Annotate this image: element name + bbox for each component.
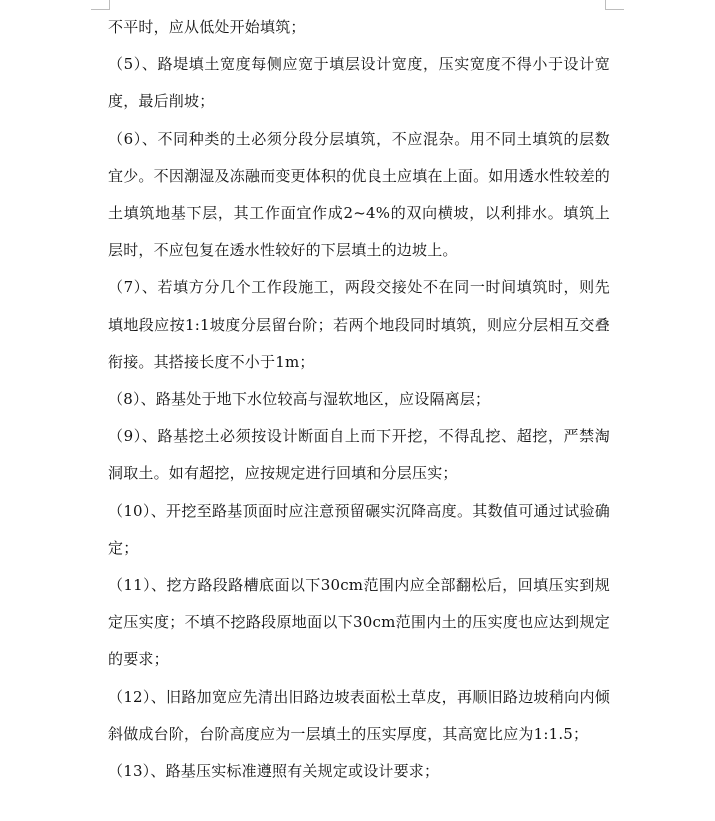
paragraph-item-10: （10）、开挖至路基顶面时应注意预留碾实沉降高度。其数值可通过试验确定； (108, 501, 610, 557)
paragraph-item-5: （5）、路堤填土宽度每侧应宽于填层设计宽度，压实宽度不得小于设计宽度，最后削坡； (108, 55, 610, 111)
paragraph-item-6: （6）、不同种类的土必须分段分层填筑，不应混杂。用不同土填筑的层数宜少。不因潮湿及冻融而变更体积的优良土应填在上面。如用透水性较差的土填筑地基下层，其工作面宜作成2~4%的双向横坡，以利排水。填筑上层时，不应包复在透水性较好的下层填土的边坡上。 (108, 129, 610, 260)
paragraph-item-11: （11）、挖方路段路槽底面以下30cm范围内应全部翻松后，回填压实到规定压实度；不填不挖路段原地面以下30cm范围内土的压实度也应达到规定的要求； (108, 576, 610, 669)
document-body (108, 9, 610, 790)
paragraph-item-12: （12）、旧路加宽应先清出旧路边坡表面松土草皮，再顺旧路边坡稍向内倾斜做成台阶，台阶高度应为一层填土的压实厚度，其高宽比应为1:1.5； (108, 687, 610, 743)
paragraph-continuation: 不平时，应从低处开始填筑； (108, 18, 306, 36)
paragraph-item-8: （8）、路基处于地下水位较高与湿软地区，应设隔离层； (108, 390, 491, 409)
paragraph-item-7: （7）、若填方分几个工作段施工，两段交接处不在同一时间填筑时，则先填地段应按1:1坡度分层留台阶；若两个地段同时填筑，则应分层相互交叠衔接。其搭接长度不小于1m； (108, 278, 610, 371)
paragraph-item-9: （9）、路基挖土必须按设计断面自上而下开挖，不得乱挖、超挖，严禁淘洞取土。如有超挖，应按规定进行回填和分层压实； (108, 427, 610, 483)
paragraph-item-13: （13）、路基压实标准遵照有关规定或设计要求； (108, 762, 440, 781)
